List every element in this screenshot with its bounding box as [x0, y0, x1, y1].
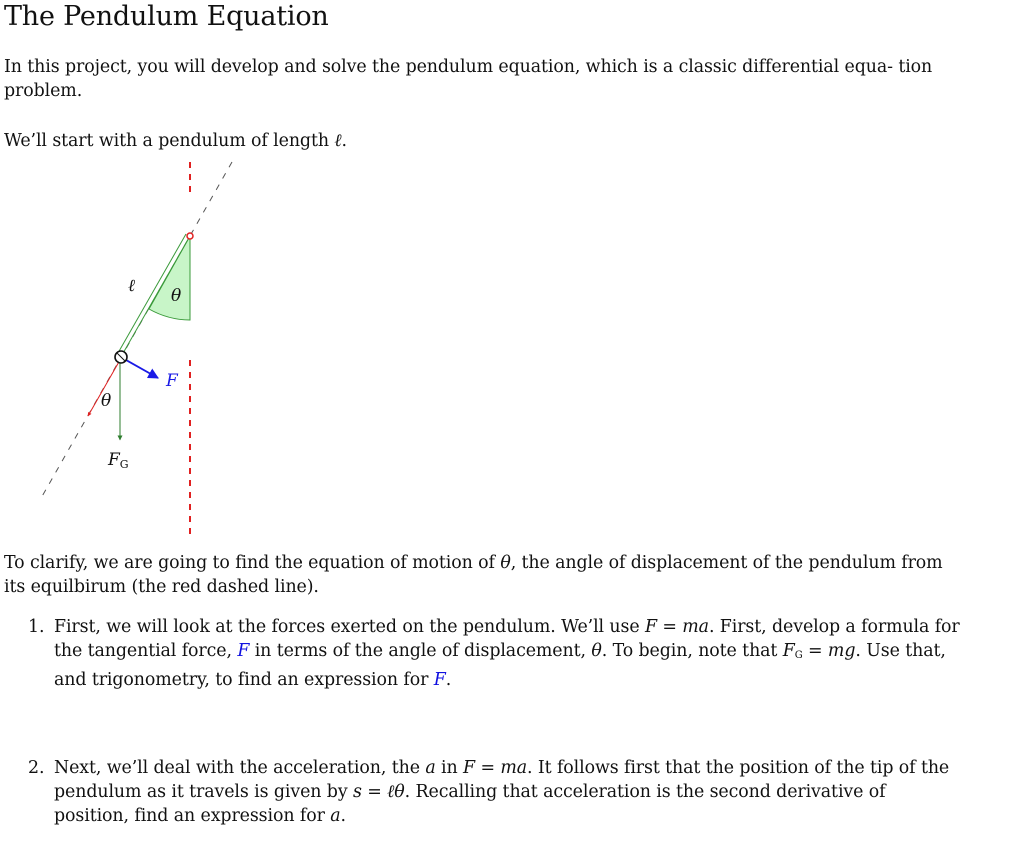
step-text: Next, we’ll deal with the acceleration, the — [54, 758, 426, 778]
step-text: First, we will look at the forces exerted on the pendulum. We’ll use — [54, 617, 645, 637]
step-text: . To begin, note that — [601, 641, 783, 661]
step-text: in terms of the angle of displacement, — [249, 641, 592, 661]
pendulum-diagram — [0, 150, 300, 545]
task-list — [28, 615, 963, 828]
gravity-symbol — [783, 641, 803, 661]
step-text: . Use that, and trigonometry, to find an expression for — [54, 641, 946, 690]
clarify-part1: To clarify, we are going to find the equation of motion of — [4, 553, 501, 573]
length-label: ℓ — [128, 276, 136, 296]
pivot-point — [187, 233, 193, 239]
acceleration-symbol: a — [425, 758, 436, 778]
step-number: 2. — [28, 758, 45, 778]
angle-label-top: θ — [171, 286, 182, 306]
force-arrow — [126, 360, 158, 378]
equation: s = ℓθ — [352, 782, 405, 802]
step-text: . First, develop a formula for the tangential force, — [54, 617, 960, 661]
length-symbol: ℓ — [334, 131, 342, 151]
setup-suffix: . — [341, 131, 347, 151]
equation: F = ma — [463, 758, 527, 778]
step-text: . — [445, 670, 452, 690]
step-text: . It follows first that the position of the tip of the pendulum as it travels is given by — [54, 758, 950, 802]
gravity-letter: F — [782, 641, 795, 661]
gravity-label-main: F — [108, 450, 120, 470]
equation: = mg — [802, 641, 856, 661]
step-number: 1. — [28, 617, 45, 637]
gravity-subscript: G — [794, 650, 803, 661]
step-text: . Recalling that acceleration is the second derivative of position, find an expression for — [54, 782, 886, 826]
step-text: . — [340, 806, 346, 826]
setup-prefix: We’ll start with a pendulum of length — [4, 131, 335, 151]
force-symbol: F — [433, 670, 446, 690]
list-item — [28, 615, 963, 692]
list-item — [28, 756, 963, 828]
gravity-label-subscript: G — [119, 458, 129, 471]
gravity-label — [107, 450, 129, 471]
page-title: The Pendulum Equation — [4, 1, 329, 32]
force-symbol: F — [237, 641, 250, 661]
step-text: in — [435, 758, 464, 778]
angle-label-bottom: θ — [101, 391, 112, 411]
clarify-theta: θ — [500, 553, 511, 573]
theta-symbol: θ — [591, 641, 602, 661]
intro-paragraph: In this project, you will develop and solve the pendulum equation, which is a classic differential equa- tion problem. — [4, 57, 933, 101]
clarify-paragraph — [4, 551, 964, 599]
force-label: F — [166, 371, 178, 391]
angle-wedge — [149, 236, 190, 320]
clarify-part2: , the angle of displacement of the pendulum from its equilbirum (the red dashed line). — [4, 553, 943, 597]
acceleration-symbol: a — [330, 806, 341, 826]
equation: F = ma — [644, 617, 709, 637]
